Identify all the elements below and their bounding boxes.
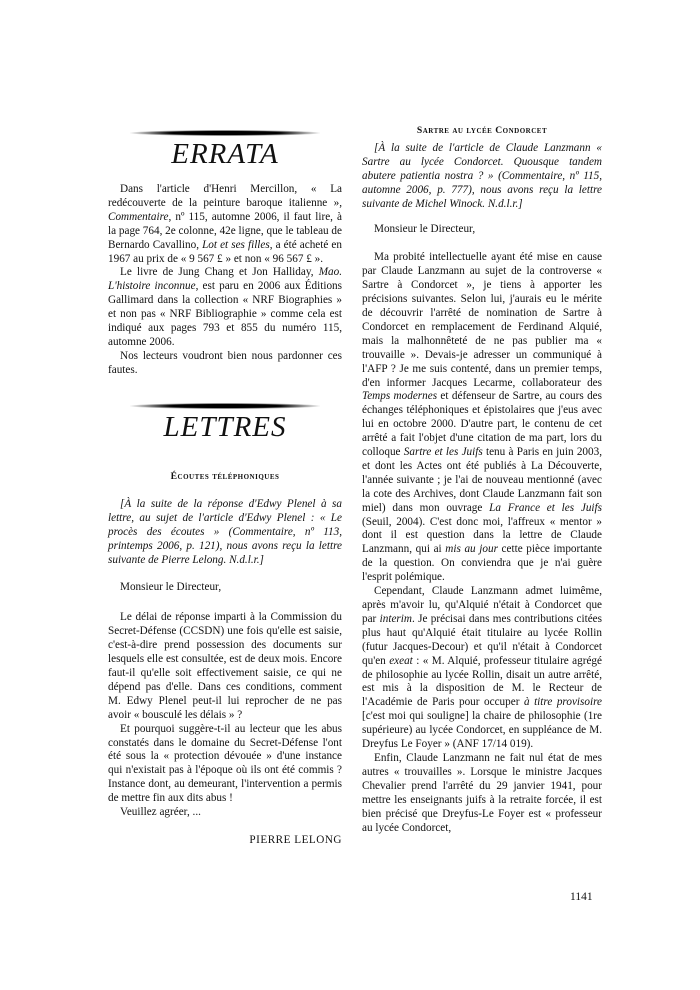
errata-paragraph: Le livre de Jung Chang et Jon Halliday, Mao. L'histoire inconnue, est paru en 2006 aux Éditions Gallimard dans la collection « NRF Biographies » et non pas « NRF Bibliographie » comme cela est indiqué aux pages 793 et 855 du numéro 115, automne 2006. (108, 266, 342, 348)
article-salutation: Monsieur le Directeur, (374, 223, 476, 236)
letter-signature: PIERRE LELONG (249, 833, 342, 846)
letter-paragraph: Le délai de réponse imparti à la Commission du Secret-Défense (CCSDN) une fois qu'elle est saisie, c'est-à-dire prend possession des documents sur lesquels elle est consultée, est de deux mois. Encore faut-il qu'elle soit effectivement saisie, ce qui ne dépend pas d'elle. Dans ces conditions, comment M. Edwy Plenel peut-il lui reprocher de ne pas avoir « bousculé les délais » ? (108, 611, 342, 721)
article-paragraph: Ma probité intellectuelle ayant été mise en cause par Claude Lanzmann au sujet de la controverse « Sartre à Condorcet », je tiens à apporter les précisions suivantes. Selon lui, j'aurais eu le mérite de découvrir l'arrêté de nomination de Sartre à Condorcet en remplacement de Ferdinand Alquié, mais la malhonnêteté de ne pas publier ma « trouvaille ». Devais-je adresser un communiqué à l'AFP ? Je me suis contenté, dans un premier temps, d'en informer Jacques Lecarme, collaborateur des Temps modernes et défenseur de Sartre, au cours des échanges téléphoniques et épistolaires que j'eus avec lui en octobre 2000. D'autre part, le contenu de cet arrêté a fait l'objet d'une citation de ma part, lors du colloque Sartre et les Juifs tenu à Paris en juin 2003, et dont les Actes ont été publiés à La Découverte, l'année suivante ; je l'ai de nouveau mentionné (avec la cote des Archives, dont Claude Lanzmann fait son miel) dans mon ouvrage La France et les Juifs (Seuil, 2004). C'est donc moi, l'affreux « mentor » dont il est question dans la lettre de Claude Lanzmann, qui ai mis au jour cette pièce importante de la question. On conviendra que je n'ai guère l'esprit polémique. (362, 251, 602, 584)
article-paragraph: Cependant, Claude Lanzmann admet luimême, après m'avoir lu, qu'Alquié n'était à Condorcet que par interim. Je précisai dans mes contributions citées plus haut qu'Alquié était titulaire au lycée Rollin (futur Jacques-Decour) et qu'il n'était à Condorcet qu'en exeat : « M. Alquié, professeur titulaire agrégé de philosophie au lycée Rollin, disait un autre arrêté, est mis à la disposition de M. le Recteur de l'Académie de Paris pour occuper à titre provisoire [c'est moi qui souligne] la chaire de philosophie (1re supérieure) au lycée Condorcet, en suppléance de M. Dreyfus Le Foyer » (ANF 17/14 019). (362, 585, 602, 751)
sartre-article (362, 124, 602, 835)
page-number: 1141 (570, 891, 593, 903)
article-intro: [À la suite de l'article de Claude Lanzmann « Sartre au lycée Condorcet. Quousque tandem abutere patientia nostra ? » (Commentaire, nº 115, automne 2006, p. 777), nous avons reçu la lettre suivante de Michel Winock. N.d.l.r.] (362, 141, 602, 210)
letter-intro: [À la suite de la réponse d'Edwy Plenel à sa lettre, au sujet de l'article d'Edwy Plenel : « Le procès des écoutes » (Commentaire, nº 113, printemps 2006, p. 121), nous avons reçu la lettre suivante de Pierre Lelong. N.d.l.r.] (108, 497, 342, 566)
errata-paragraph: Nos lecteurs voudront bien nous pardonner ces fautes. (108, 349, 342, 376)
errata-body (108, 183, 342, 378)
letter-body (108, 470, 342, 848)
letter-paragraph: Et pourquoi suggère-t-il au lecteur que les abus constatés dans le domaine du Secret-Défense l'ont été sous la « protection dévouée » d'une instance qui n'existait pas à l'époque où ils ont été commis ? Instance dont, au demeurant, l'intervention a permis de mettre fin aux dits abus ! (108, 722, 342, 805)
errata-title: ERRATA (171, 138, 279, 170)
lettres-rule (130, 403, 320, 409)
letter-closing: Veuillez agréer, ... (120, 806, 201, 819)
letter-subtitle: Écoutes téléphoniques (170, 471, 280, 482)
errata-rule (130, 130, 320, 136)
lettres-title: LETTRES (163, 411, 287, 443)
article-title: Sartre au lycée Condorcet (416, 125, 548, 136)
letter-salutation: Monsieur le Directeur, (120, 581, 222, 594)
errata-paragraph: Dans l'article d'Henri Mercillon, « La redécouverte de la peinture baroque italienne », Commentaire, nº 115, automne 2006, il faut lire, à la page 764, 2e colonne, 42e ligne, que le tableau de Bernardo Cavallino, Lot et ses filles, a été acheté en 1967 au prix de « 9 567 £ » et non « 96 567 £ ». (108, 183, 342, 265)
article-paragraph: Enfin, Claude Lanzmann ne fait nul état de mes autres « trouvailles ». Lorsque le ministre Jacques Chevalier prend l'arrêté du 29 janvier 1941, pour mettre les enseignants juifs à la retraite forcée, il est bien précisé que Dreyfus-Le Foyer est « professeur au lycée Condorcet, (362, 751, 602, 834)
